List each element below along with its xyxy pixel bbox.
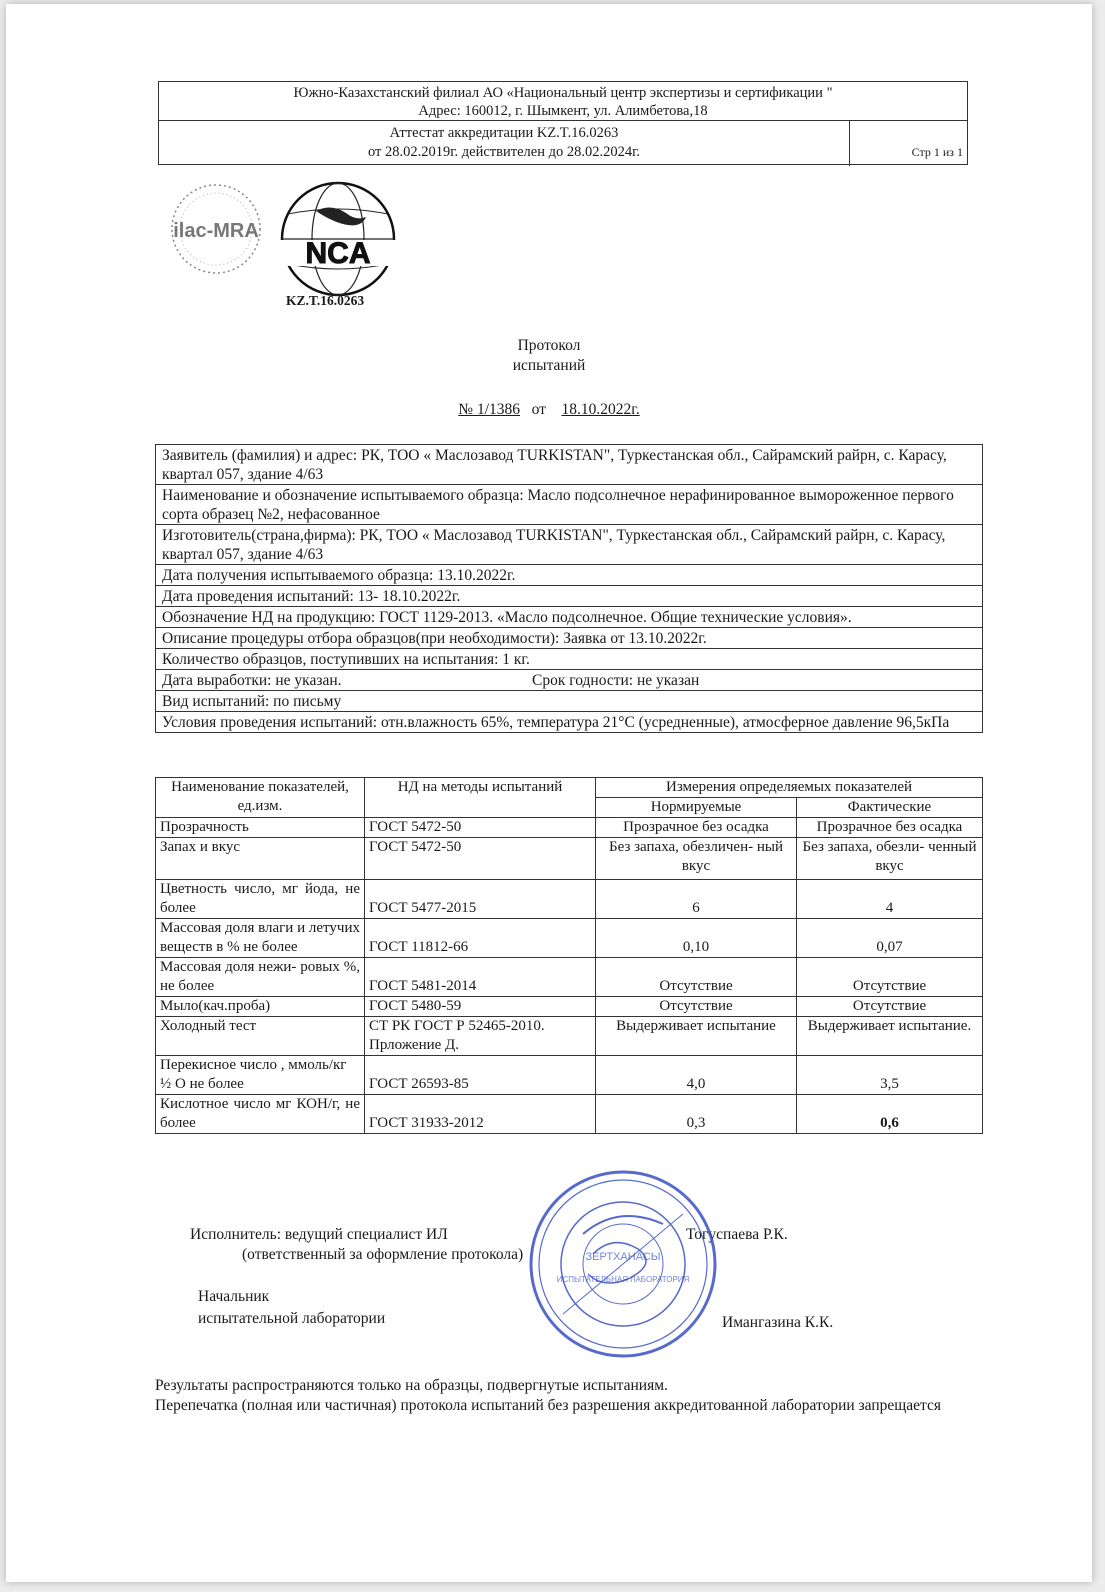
indicator-name: Прозрачность	[156, 818, 365, 838]
production-date: Дата выработки: не указан.	[162, 672, 342, 689]
test-method: ГОСТ 26593-85	[365, 1056, 596, 1095]
ilac-mra-logo	[172, 185, 260, 273]
protocol-from: от	[531, 401, 546, 418]
table-row	[156, 818, 983, 838]
actual-value: Отсутствие	[797, 958, 983, 997]
executor-responsibility: (ответственный за оформление протокола)	[242, 1246, 524, 1263]
applicant-cell: Заявитель (фамилия) и адрес: РК, ТОО « Маслозавод TURKISTAN", Туркестанская обл., Сайрамский райрн, с. Карасу, квартал 057, здание 4/63	[156, 445, 983, 485]
indicator-name: Холодный тест	[156, 1017, 365, 1056]
normative-value: Отсутствие	[596, 997, 797, 1017]
nca-globe-logo	[272, 183, 404, 295]
accreditation-certificate: Аттестат аккредитации KZ.T.16.0263	[389, 125, 619, 141]
indicator-name: Мыло(кач.проба)	[156, 997, 365, 1017]
indicator-name: Массовая доля нежи- ровых %, не более	[156, 958, 365, 997]
normative-value: Прозрачное без осадка	[596, 818, 797, 838]
accreditation-validity: от 28.02.2019г. действителен до 28.02.2024г.	[367, 144, 641, 160]
laboratory-stamp	[523, 1164, 723, 1364]
table-row	[156, 838, 983, 880]
indicator-name: Цветность число, мг йода, не более	[156, 880, 365, 919]
head-name: Имангазина К.К.	[722, 1314, 834, 1331]
normative-value: Выдерживает испытание	[596, 1017, 797, 1056]
test-method: ГОСТ 5472-50	[365, 838, 596, 880]
document-title: Протокол	[517, 337, 581, 354]
page-counter: Стр 1 из 1	[849, 121, 969, 166]
test-conditions-cell: Условия проведения испытаний: отн.влажность 65%, температура 21°С (усредненные), атмосферное давление 96,5кПа	[156, 712, 983, 733]
indicator-name: Массовая доля влаги и летучих веществ в % не более	[156, 919, 365, 958]
test-method: СТ РК ГОСТ Р 52465-2010. Прложение Д.	[365, 1017, 596, 1056]
document-footer	[155, 1376, 948, 1416]
accreditation-code: KZ.T.16.0263	[286, 293, 365, 308]
table-row	[156, 1095, 983, 1134]
indicator-name: Кислотное число мг КОН/г, не более	[156, 1095, 365, 1134]
header-measurements: Измерения определяемых показателей	[596, 778, 983, 798]
actual-value: 0,07	[797, 919, 983, 958]
test-method: ГОСТ 31933-2012	[365, 1095, 596, 1134]
shelf-life: Срок годности: не указан	[532, 672, 700, 689]
footer-reprint-note: Перепечатка (полная или частичная) протокола испытаний без разрешения аккредитованной лаборатории запрещается	[155, 1397, 941, 1414]
sample-info-table	[155, 444, 983, 733]
actual-value: Отсутствие	[797, 997, 983, 1017]
test-method: ГОСТ 5480-59	[365, 997, 596, 1017]
organization-name: Южно-Казахстанский филиал АО «Национальный центр экспертизы и сертификации "	[293, 85, 833, 101]
indicator-name: Перекисное число , ммоль/кг ½ О не более	[156, 1056, 365, 1095]
head-lab: испытательной лаборатории	[198, 1310, 386, 1327]
results-table	[155, 777, 983, 1134]
organization-header	[158, 81, 968, 165]
normative-value: 4,0	[596, 1056, 797, 1095]
document-subtitle: испытаний	[512, 357, 586, 374]
normative-value: 0,3	[596, 1095, 797, 1134]
table-row	[156, 997, 983, 1017]
organization-info	[159, 82, 967, 121]
received-date-cell: Дата получения испытываемого образца: 13.10.2022г.	[156, 565, 983, 586]
actual-value: 4	[797, 880, 983, 919]
table-row	[156, 880, 983, 919]
test-method: ГОСТ 5481-2014	[365, 958, 596, 997]
protocol-number: № 1/1386	[458, 401, 521, 418]
footer-results-note: Результаты распространяются только на образцы, подвергнутые испытаниям.	[155, 1377, 668, 1394]
accreditation-info	[159, 121, 849, 166]
test-method: ГОСТ 5477-2015	[365, 880, 596, 919]
head-title: Начальник	[198, 1288, 270, 1305]
executor-position: Исполнитель: ведущий специалист ИЛ	[190, 1226, 448, 1243]
protocol-date: 18.10.2022г.	[561, 401, 640, 418]
header-normative: Нормируемые	[596, 798, 797, 818]
accreditation-logos	[166, 179, 406, 304]
normative-value: Без запаха, обезличен- ный вкус	[596, 838, 797, 880]
organization-address: Адрес: 160012, г. Шымкент, ул. Алимбетова,18	[418, 103, 708, 119]
document-page	[6, 4, 1092, 1582]
header-actual: Фактические	[797, 798, 983, 818]
table-row	[156, 958, 983, 997]
test-method: ГОСТ 5472-50	[365, 818, 596, 838]
indicator-name: Запах и вкус	[156, 838, 365, 880]
actual-value: 3,5	[797, 1056, 983, 1095]
manufacturer-cell: Изготовитель(страна,фирма): РК, ТОО « Маслозавод TURKISTAN", Туркестанская обл., Сайрамский райрн, с. Карасу, квартал 057, здание 4/63	[156, 525, 983, 565]
executor-name: Тогуспаева Р.К.	[686, 1226, 788, 1243]
test-date-cell: Дата проведения испытаний: 13- 18.10.2022г.	[156, 586, 983, 607]
actual-value: 0,6	[797, 1095, 983, 1134]
production-shelf-cell	[156, 670, 983, 691]
actual-value: Без запаха, обезли- ченный вкус	[797, 838, 983, 880]
sample-name-cell: Наименование и обозначение испытываемого образца: Масло подсолнечное нерафинированное вымороженное первого сорта образец №2, нефасованное	[156, 485, 983, 525]
sampling-procedure-cell: Описание процедуры отбора образцов(при необходимости): Заявка от 13.10.2022г.	[156, 628, 983, 649]
test-method: ГОСТ 11812-66	[365, 919, 596, 958]
actual-value: Прозрачное без осадка	[797, 818, 983, 838]
stamp-center-bottom: ИСПЫТАТЕЛЬНАЯ ЛАБОРАТОРИЯ	[556, 1275, 690, 1284]
sample-quantity-cell: Количество образцов, поступивших на испытания: 1 кг.	[156, 649, 983, 670]
table-row	[156, 919, 983, 958]
normative-value: 0,10	[596, 919, 797, 958]
nca-logo-text: NCA	[305, 237, 371, 270]
test-type-cell: Вид испытаний: по письму	[156, 691, 983, 712]
protocol-number-line	[6, 401, 1092, 419]
header-indicator-name: Наименование показателей, ед.изм.	[156, 778, 365, 818]
stamp-center-top: ЗЕРТХАНАСЫ	[585, 1251, 661, 1263]
table-row	[156, 1056, 983, 1095]
normative-value: 6	[596, 880, 797, 919]
header-test-method: НД на методы испытаний	[365, 778, 596, 818]
actual-value: Выдерживает испытание.	[797, 1017, 983, 1056]
normative-value: Отсутствие	[596, 958, 797, 997]
table-row	[156, 1017, 983, 1056]
ilac-logo-text: ilac-MRA	[173, 220, 259, 242]
product-nd-cell: Обозначение НД на продукцию: ГОСТ 1129-2013. «Масло подсолнечное. Общие технические условия».	[156, 607, 983, 628]
